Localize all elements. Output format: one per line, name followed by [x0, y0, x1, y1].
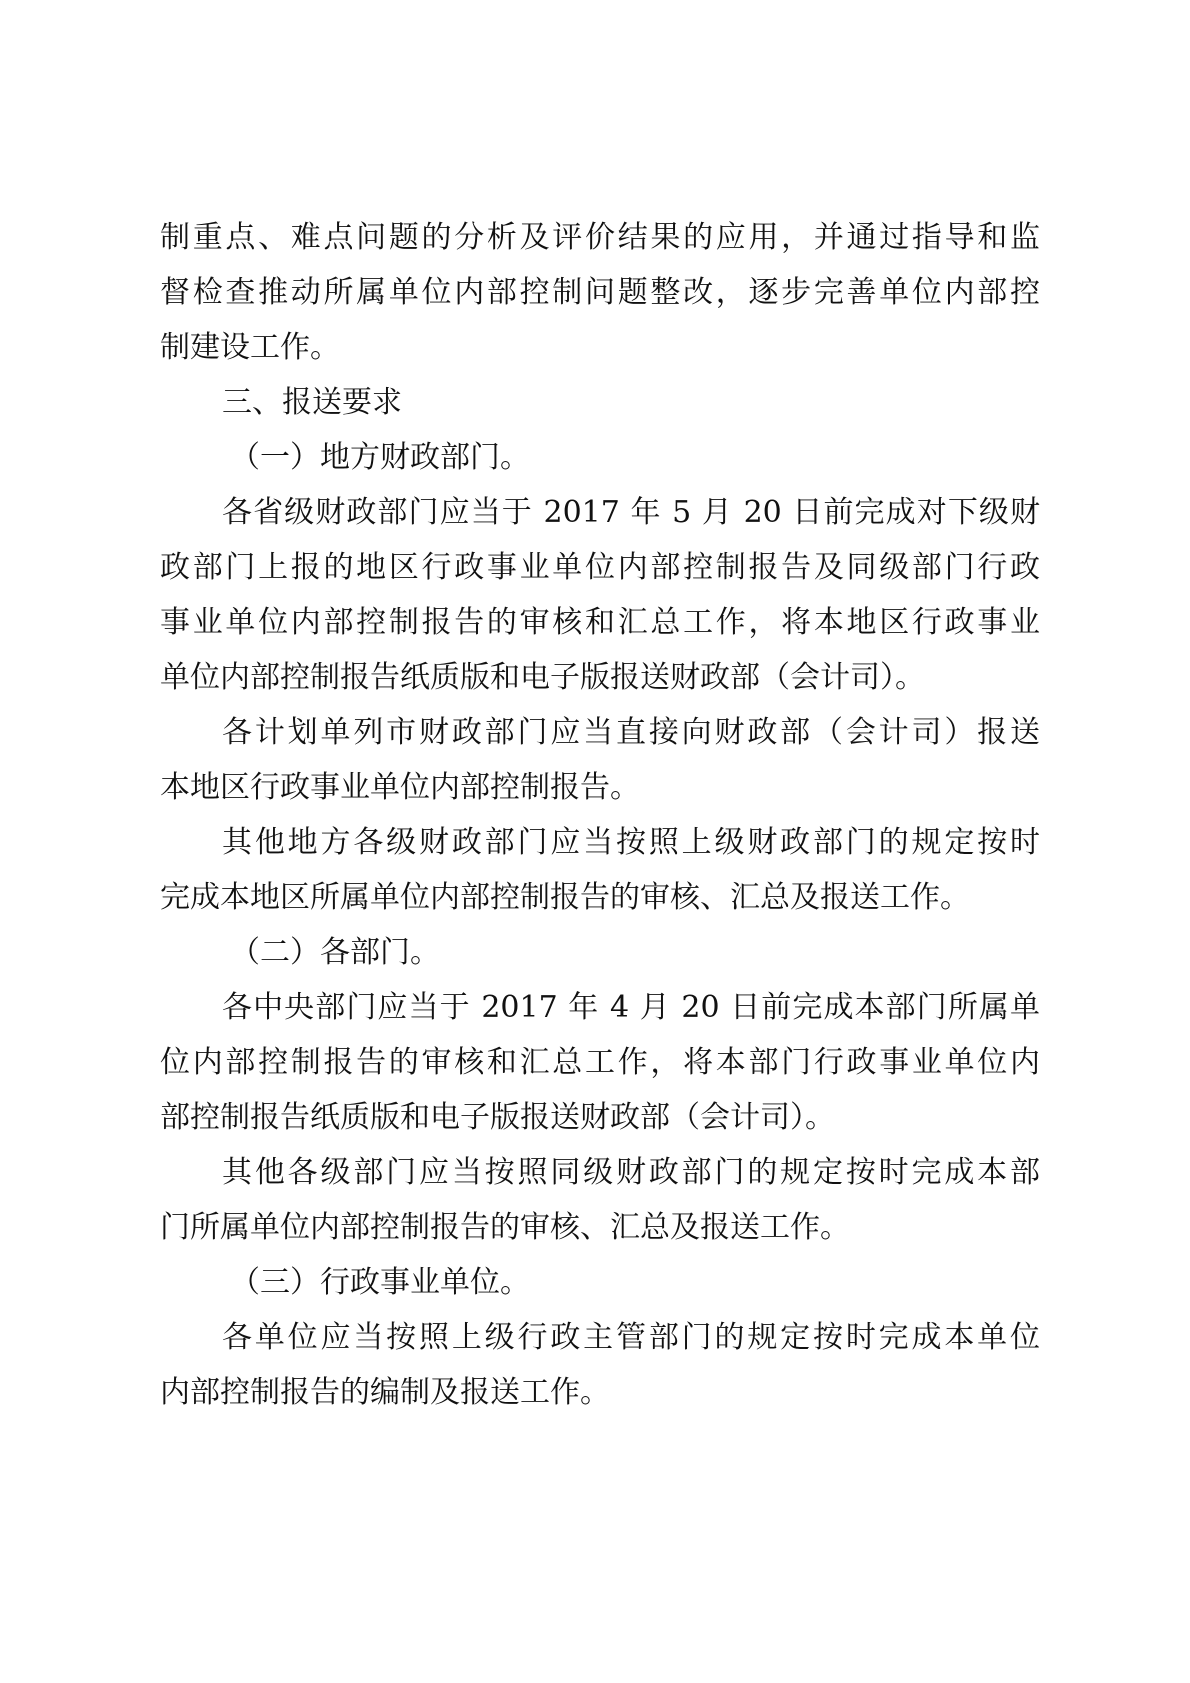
- paragraph-line: 督检查推动所属单位内部控制问题整改，逐步完善单位内部控: [160, 275, 1040, 310]
- paragraph-line: 单位内部控制报告纸质版和电子版报送财政部（会计司）。: [160, 660, 925, 695]
- paragraph-line: 事业单位内部控制报告的审核和汇总工作，将本地区行政事业: [160, 605, 1040, 640]
- paragraph-line: 制重点、难点问题的分析及评价结果的应用，并通过指导和监: [160, 220, 1040, 255]
- paragraph-line: 门所属单位内部控制报告的审核、汇总及报送工作。: [160, 1210, 850, 1245]
- paragraph-line: 本地区行政事业单位内部控制报告。: [160, 770, 640, 805]
- paragraph-line: 制建设工作。: [160, 330, 340, 365]
- subsection-heading: （一）地方财政部门。: [230, 440, 530, 475]
- paragraph-line: 其他各级部门应当按照同级财政部门的规定按时完成本部: [222, 1155, 1040, 1190]
- paragraph-line: 完成本地区所属单位内部控制报告的审核、汇总及报送工作。: [160, 880, 970, 915]
- subsection-heading: （二）各部门。: [230, 935, 440, 970]
- paragraph-line: 位内部控制报告的审核和汇总工作，将本部门行政事业单位内: [160, 1045, 1040, 1080]
- paragraph-line: 各计划单列市财政部门应当直接向财政部（会计司）报送: [222, 715, 1040, 750]
- section-heading: 三、报送要求: [222, 385, 402, 420]
- subsection-heading: （三）行政事业单位。: [230, 1265, 530, 1300]
- paragraph-line: 政部门上报的地区行政事业单位内部控制报告及同级部门行政: [160, 550, 1040, 585]
- paragraph-line: 各单位应当按照上级行政主管部门的规定按时完成本单位: [222, 1320, 1040, 1355]
- paragraph-line: 部控制报告纸质版和电子版报送财政部（会计司）。: [160, 1100, 835, 1135]
- paragraph-line: 各中央部门应当于 2017 年 4 月 20 日前完成本部门所属单: [222, 990, 1040, 1025]
- paragraph-line: 其他地方各级财政部门应当按照上级财政部门的规定按时: [222, 825, 1040, 860]
- paragraph-line: 各省级财政部门应当于 2017 年 5 月 20 日前完成对下级财: [222, 495, 1040, 530]
- paragraph-line: 内部控制报告的编制及报送工作。: [160, 1375, 610, 1410]
